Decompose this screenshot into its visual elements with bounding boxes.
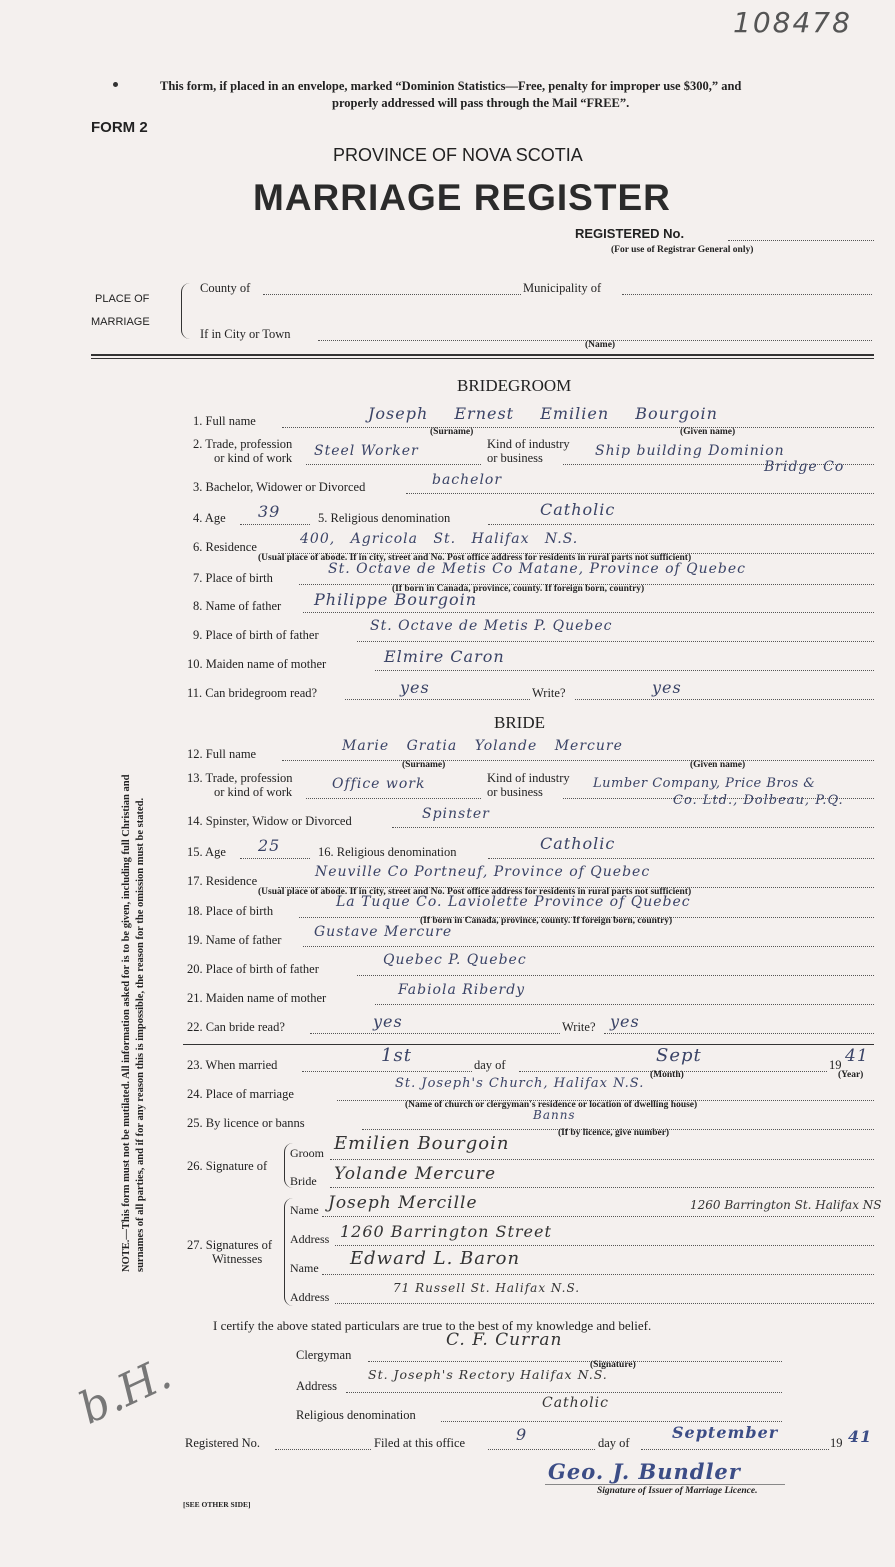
groom-industry-label-2: or business: [487, 451, 543, 465]
bride-trade-label-1: 13. Trade, profession: [187, 771, 293, 785]
serial-number: 108478: [733, 6, 852, 39]
bride-residence-label: 17. Residence: [187, 874, 258, 888]
groom-father-birth-line: [357, 641, 874, 642]
brace: [181, 283, 190, 339]
clergy-religion-label: Religious denomination: [296, 1408, 416, 1422]
bride-birthplace: La Tuque Co. Laviolette Province of Quebec: [336, 894, 691, 910]
registered-no-label: REGISTERED No.: [575, 226, 685, 241]
clergy-religion-line: [441, 1421, 782, 1422]
w2-address-line: [335, 1303, 874, 1304]
bride-full-name-label: 12. Full name: [187, 747, 257, 761]
groom-religion-line: [488, 524, 874, 525]
bride-industry-label-1: Kind of industry: [487, 771, 570, 785]
groom-full-name-label: 1. Full name: [193, 414, 256, 428]
groom-trade-label-2: or kind of work: [214, 451, 293, 465]
bride-mother-label: 21. Maiden name of mother: [187, 991, 327, 1005]
licence-note: (If by licence, give number): [558, 1128, 670, 1138]
groom-read-label: 11. Can bridegroom read?: [187, 686, 318, 700]
groom-full-name-line: [282, 427, 874, 428]
place-note: (Name of church or clergyman's residence or location of dwelling house): [405, 1100, 698, 1110]
groom-sig-label: Groom: [290, 1146, 324, 1160]
groom-residence-label: 6. Residence: [193, 540, 257, 554]
name-note: (Name): [585, 340, 616, 350]
signature-note: (Signature): [590, 1360, 636, 1370]
groom-age: 39: [258, 502, 281, 521]
year-prefix: 19: [829, 1058, 842, 1072]
groom-father-line: [303, 612, 874, 613]
licence: Banns: [533, 1108, 576, 1122]
bride-age-line: [240, 858, 310, 859]
issuer-note: Signature of Issuer of Marriage Licence.: [597, 1486, 758, 1496]
city-label: If in City or Town: [200, 327, 291, 341]
postal-notice-line2: properly addressed will pass through the Mail “FREE”.: [332, 96, 630, 110]
bride-trade-label-2: or kind of work: [214, 785, 293, 799]
w1-extra: 1260 Barrington St. Halifax NS: [690, 1198, 882, 1212]
groom-father: Philippe Bourgoin: [314, 590, 478, 609]
w2-name-label: Name: [290, 1261, 319, 1275]
bride-birthplace-label: 18. Place of birth: [187, 904, 274, 918]
w1-name-line: [322, 1216, 874, 1217]
bride-age-label: 15. Age: [187, 845, 226, 859]
w1-name: Joseph Mercille: [328, 1193, 478, 1213]
bride-industry-label-2: or business: [487, 785, 543, 799]
bride-father-line: [303, 946, 874, 947]
day-line: [302, 1071, 472, 1072]
bride-status-line: [392, 827, 874, 828]
bride-father-birth-label: 20. Place of birth of father: [187, 962, 319, 976]
bride-residence: Neuville Co Portneuf, Province of Quebec: [315, 864, 651, 880]
bride-trade-line: [306, 798, 481, 799]
witnesses-label-2: Witnesses: [212, 1252, 263, 1266]
divider: [183, 1044, 874, 1045]
place-of-marriage-label: 24. Place of marriage: [187, 1087, 294, 1101]
filed-year-prefix: 19: [830, 1436, 843, 1450]
marriage-place: St. Joseph's Church, Halifax N.S.: [395, 1076, 645, 1091]
marriage-day: 1st: [381, 1045, 412, 1066]
month-note: (Month): [650, 1070, 684, 1080]
bride-birthplace-note: (If born in Canada, province, county. If foreign born, country): [420, 916, 673, 926]
groom-status: bachelor: [432, 472, 503, 488]
year-note: (Year): [838, 1070, 864, 1080]
county-label: County of: [200, 281, 251, 295]
filed-label: Filed at this office: [374, 1436, 466, 1450]
see-other-side: [SEE OTHER SIDE]: [183, 1500, 251, 1509]
bride-sig-label: Bride: [290, 1174, 317, 1188]
bride-father: Gustave Mercure: [314, 924, 453, 940]
groom-religion: Catholic: [540, 500, 616, 519]
w1-address: 1260 Barrington Street: [340, 1222, 552, 1241]
clergy-religion: Catholic: [542, 1395, 609, 1411]
certification-statement: I certify the above stated particulars are true to the best of my knowledge and belief.: [213, 1318, 652, 1333]
groom-residence-note: (Usual place of abode. If in city, street and No. Post office address for residents in rural parts not sufficient): [258, 553, 692, 563]
groom-write-label: Write?: [532, 686, 566, 700]
bride-read: yes: [373, 1012, 403, 1031]
groom-trade-label-1: 2. Trade, profession: [193, 437, 293, 451]
w2-name-line: [322, 1274, 874, 1275]
groom-read-line: [345, 699, 530, 700]
groom-write-line: [575, 699, 874, 700]
groom-status-line: [406, 493, 874, 494]
registered-no-line: [728, 240, 874, 241]
bride-write: yes: [610, 1012, 640, 1031]
clergyman-signature: C. F. Curran: [446, 1330, 563, 1350]
filed-day-of-label: day of: [598, 1436, 630, 1450]
witnesses-label-1: 27. Signatures of: [187, 1238, 273, 1252]
municipality-line: [622, 294, 872, 295]
groom-father-label: 8. Name of father: [193, 599, 282, 613]
groom-religion-label: 5. Religious denomination: [318, 511, 451, 525]
bride-father-birth: Quebec P. Quebec: [383, 952, 527, 968]
bride-full-name-line: [282, 760, 874, 761]
bride-read-label: 22. Can bride read?: [187, 1020, 285, 1034]
filed-day: 9: [516, 1425, 528, 1444]
county-line: [263, 294, 521, 295]
filed-month: September: [672, 1423, 779, 1442]
bride-status: Spinster: [422, 806, 490, 822]
form-label: FORM 2: [91, 119, 148, 136]
bride-heading: BRIDE: [494, 713, 545, 732]
side-note-line2: surnames of all parties, and if for any reason this is impossible, the reason for the omission must be stated.: [135, 797, 146, 1272]
groom-industry-label-1: Kind of industry: [487, 437, 570, 451]
groom-industry-1: Ship building Dominion: [595, 443, 785, 459]
groom-mother: Elmire Caron: [384, 647, 505, 666]
registered-no-bottom-line: [275, 1449, 371, 1450]
w1-name-label: Name: [290, 1203, 319, 1217]
municipality-label: Municipality of: [523, 281, 602, 295]
groom-full-name: Joseph Ernest Emilien Bourgoin: [368, 404, 718, 423]
groom-age-line: [240, 524, 310, 525]
bride-write-label: Write?: [562, 1020, 596, 1034]
groom-trade: Steel Worker: [314, 443, 419, 459]
bride-sig-line: [330, 1187, 874, 1188]
when-married-label: 23. When married: [187, 1058, 278, 1072]
w2-address: 71 Russell St. Halifax N.S.: [393, 1281, 581, 1295]
bride-write-line: [604, 1033, 874, 1034]
bride-father-label: 19. Name of father: [187, 933, 282, 947]
groom-mother-label: 10. Maiden name of mother: [187, 657, 327, 671]
groom-signature: Emilien Bourgoin: [334, 1133, 510, 1154]
w1-address-line: [335, 1245, 874, 1246]
issuer-line: [545, 1484, 785, 1485]
clergy-address-label: Address: [296, 1379, 337, 1393]
bullet-dot: [113, 82, 118, 87]
clergyman-line: [368, 1361, 782, 1362]
bride-religion-label: 16. Religious denomination: [318, 845, 457, 859]
licence-label: 25. By licence or banns: [187, 1116, 305, 1130]
bride-industry-1: Lumber Company, Price Bros &: [593, 776, 816, 791]
groom-father-birth-label: 9. Place of birth of father: [193, 628, 319, 642]
groom-mother-line: [375, 670, 874, 671]
province-heading: PROVINCE OF NOVA SCOTIA: [333, 145, 583, 165]
bridegroom-heading: BRIDEGROOM: [457, 376, 572, 395]
divider: [91, 354, 874, 356]
groom-given-note: (Given name): [680, 427, 736, 437]
groom-industry-2: Bridge Co: [764, 459, 845, 475]
bride-mother-line: [375, 1004, 874, 1005]
filed-year: 41: [848, 1427, 873, 1446]
place-of-label: PLACE OF: [95, 293, 150, 305]
postal-notice-line1: This form, if placed in an envelope, marked “Dominion Statistics—Free, penalty for improper use $300,” and: [160, 79, 742, 93]
bride-mother: Fabiola Riberdy: [398, 982, 526, 998]
groom-residence: 400, Agricola St. Halifax N.S.: [300, 531, 579, 547]
bride-religion-line: [488, 858, 874, 859]
groom-surname-note: (Surname): [430, 427, 474, 437]
signature-of-label: 26. Signature of: [187, 1159, 268, 1173]
w2-name: Edward L. Baron: [350, 1248, 521, 1269]
marriage-year: 41: [845, 1046, 869, 1066]
filed-month-line: [641, 1449, 829, 1450]
registrar-note: (For use of Registrar General only): [611, 245, 754, 255]
groom-birthplace: St. Octave de Metis Co Matane, Province of Quebec: [328, 561, 747, 577]
marriage-month: Sept: [656, 1045, 702, 1066]
bride-trade: Office work: [332, 776, 426, 792]
clergyman-label: Clergyman: [296, 1348, 352, 1362]
groom-write: yes: [652, 678, 682, 697]
bride-residence-note: (Usual place of abode. If in city, street and No. Post office address for residents in rural parts not sufficient): [258, 887, 692, 897]
clergy-address: St. Joseph's Rectory Halifax N.S.: [368, 1367, 608, 1382]
bride-given-note: (Given name): [690, 760, 746, 770]
side-note-line1: NOTE.—This form must not be mutilated. All information asked for is to be given, including full Christian and: [121, 774, 132, 1272]
bride-age: 25: [258, 836, 281, 855]
groom-trade-line: [306, 464, 481, 465]
groom-read: yes: [400, 678, 430, 697]
day-of-label: day of: [474, 1058, 506, 1072]
w1-address-label: Address: [290, 1232, 330, 1246]
page-title: MARRIAGE REGISTER: [253, 177, 671, 218]
filed-day-line: [488, 1449, 595, 1450]
groom-age-label: 4. Age: [193, 511, 226, 525]
side-note: [120, 775, 148, 1272]
groom-sig-line: [330, 1159, 874, 1160]
bride-read-line: [310, 1033, 560, 1034]
divider: [91, 358, 874, 359]
bride-industry-2: Co. Ltd., Dolbeau, P.Q.: [673, 793, 844, 808]
registered-no-bottom-label: Registered No.: [185, 1436, 260, 1450]
groom-father-birth: St. Octave de Metis P. Quebec: [370, 618, 613, 634]
bride-signature: Yolande Mercure: [334, 1164, 497, 1184]
w2-address-label: Address: [290, 1290, 330, 1304]
bride-full-name: Marie Gratia Yolande Mercure: [342, 738, 623, 754]
margin-initials: b.H.: [71, 1348, 179, 1435]
groom-birthplace-label: 7. Place of birth: [193, 571, 273, 585]
marriage-label: MARRIAGE: [91, 316, 150, 328]
bride-religion: Catholic: [540, 834, 616, 853]
bride-surname-note: (Surname): [402, 760, 446, 770]
groom-birthplace-note: (If born in Canada, province, county. If foreign born, country): [392, 584, 645, 594]
clergy-address-line: [346, 1392, 782, 1393]
bride-status-label: 14. Spinster, Widow or Divorced: [187, 814, 352, 828]
issuer-signature: Geo. J. Bundler: [548, 1459, 741, 1484]
groom-status-label: 3. Bachelor, Widower or Divorced: [193, 480, 366, 494]
bride-father-birth-line: [357, 975, 874, 976]
